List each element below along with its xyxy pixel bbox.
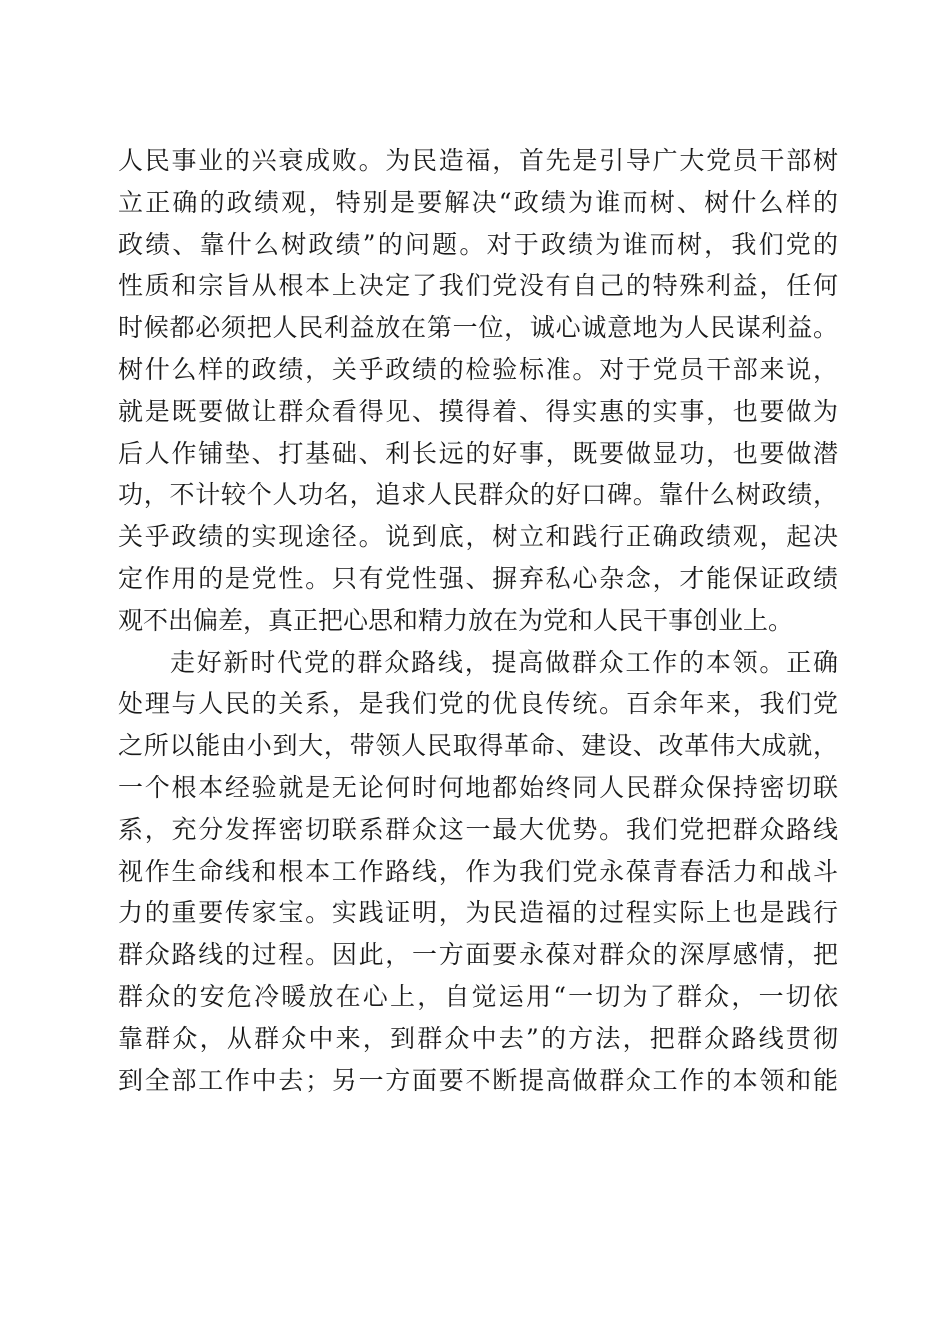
text-line: 性质和宗旨从根本上决定了我们党没有自己的特殊利益，任何 — [118, 271, 838, 301]
text-line: 一个根本经验就是无论何时何地都始终同人民群众保持密切联 — [118, 772, 838, 802]
text-line: 树什么样的政绩，关乎政绩的检验标准。对于党员干部来说， — [118, 354, 838, 384]
text-line: 定作用的是党性。只有党性强、摒弃私心杂念，才能保证政绩 — [118, 563, 838, 593]
text-line: 功，不计较个人功名，追求人民群众的好口碑。靠什么树政绩， — [118, 480, 838, 510]
text-line: 人民事业的兴衰成败。为民造福，首先是引导广大党员干部树 — [118, 146, 838, 175]
paragraph-start-line: 走好新时代党的群众路线，提高做群众工作的本领。正确 — [170, 647, 838, 677]
text-line: 到全部工作中去；另一方面要不断提高做群众工作的本领和能 — [118, 1065, 838, 1095]
text-line: 之所以能由小到大，带领人民取得革命、建设、改革伟大成就， — [118, 731, 838, 761]
paragraph-end-line: 观不出偏差，真正把心思和精力放在为党和人民干事创业上。 — [118, 605, 794, 635]
text-line: 时候都必须把人民利益放在第一位，诚心诚意地为人民谋利益。 — [118, 313, 838, 343]
text-line: 群众路线的过程。因此，一方面要永葆对群众的深厚感情，把 — [118, 940, 838, 970]
text-line: 立正确的政绩观，特别是要解决“政绩为谁而树、树什么样的 — [118, 187, 838, 217]
text-line: 群众的安危冷暖放在心上，自觉运用“一切为了群众，一切依 — [118, 981, 838, 1011]
text-line: 处理与人民的关系，是我们党的优良传统。百余年来，我们党 — [118, 689, 838, 719]
body-text — [118, 140, 838, 1101]
text-line: 视作生命线和根本工作路线，作为我们党永葆青春活力和战斗 — [118, 856, 838, 886]
text-line: 力的重要传家宝。实践证明，为民造福的过程实际上也是践行 — [118, 898, 838, 928]
text-line: 关乎政绩的实现途径。说到底，树立和践行正确政绩观，起决 — [118, 522, 838, 552]
text-line: 系，充分发挥密切联系群众这一最大优势。我们党把群众路线 — [118, 814, 838, 844]
text-line: 后人作铺垫、打基础、利长远的好事，既要做显功，也要做潜 — [118, 438, 838, 468]
text-line: 靠群众，从群众中来，到群众中去”的方法，把群众路线贯彻 — [118, 1023, 838, 1053]
text-line: 就是既要做让群众看得见、摸得着、得实惠的实事，也要做为 — [118, 396, 838, 426]
text-line: 政绩、靠什么树政绩”的问题。对于政绩为谁而树，我们党的 — [118, 229, 838, 259]
